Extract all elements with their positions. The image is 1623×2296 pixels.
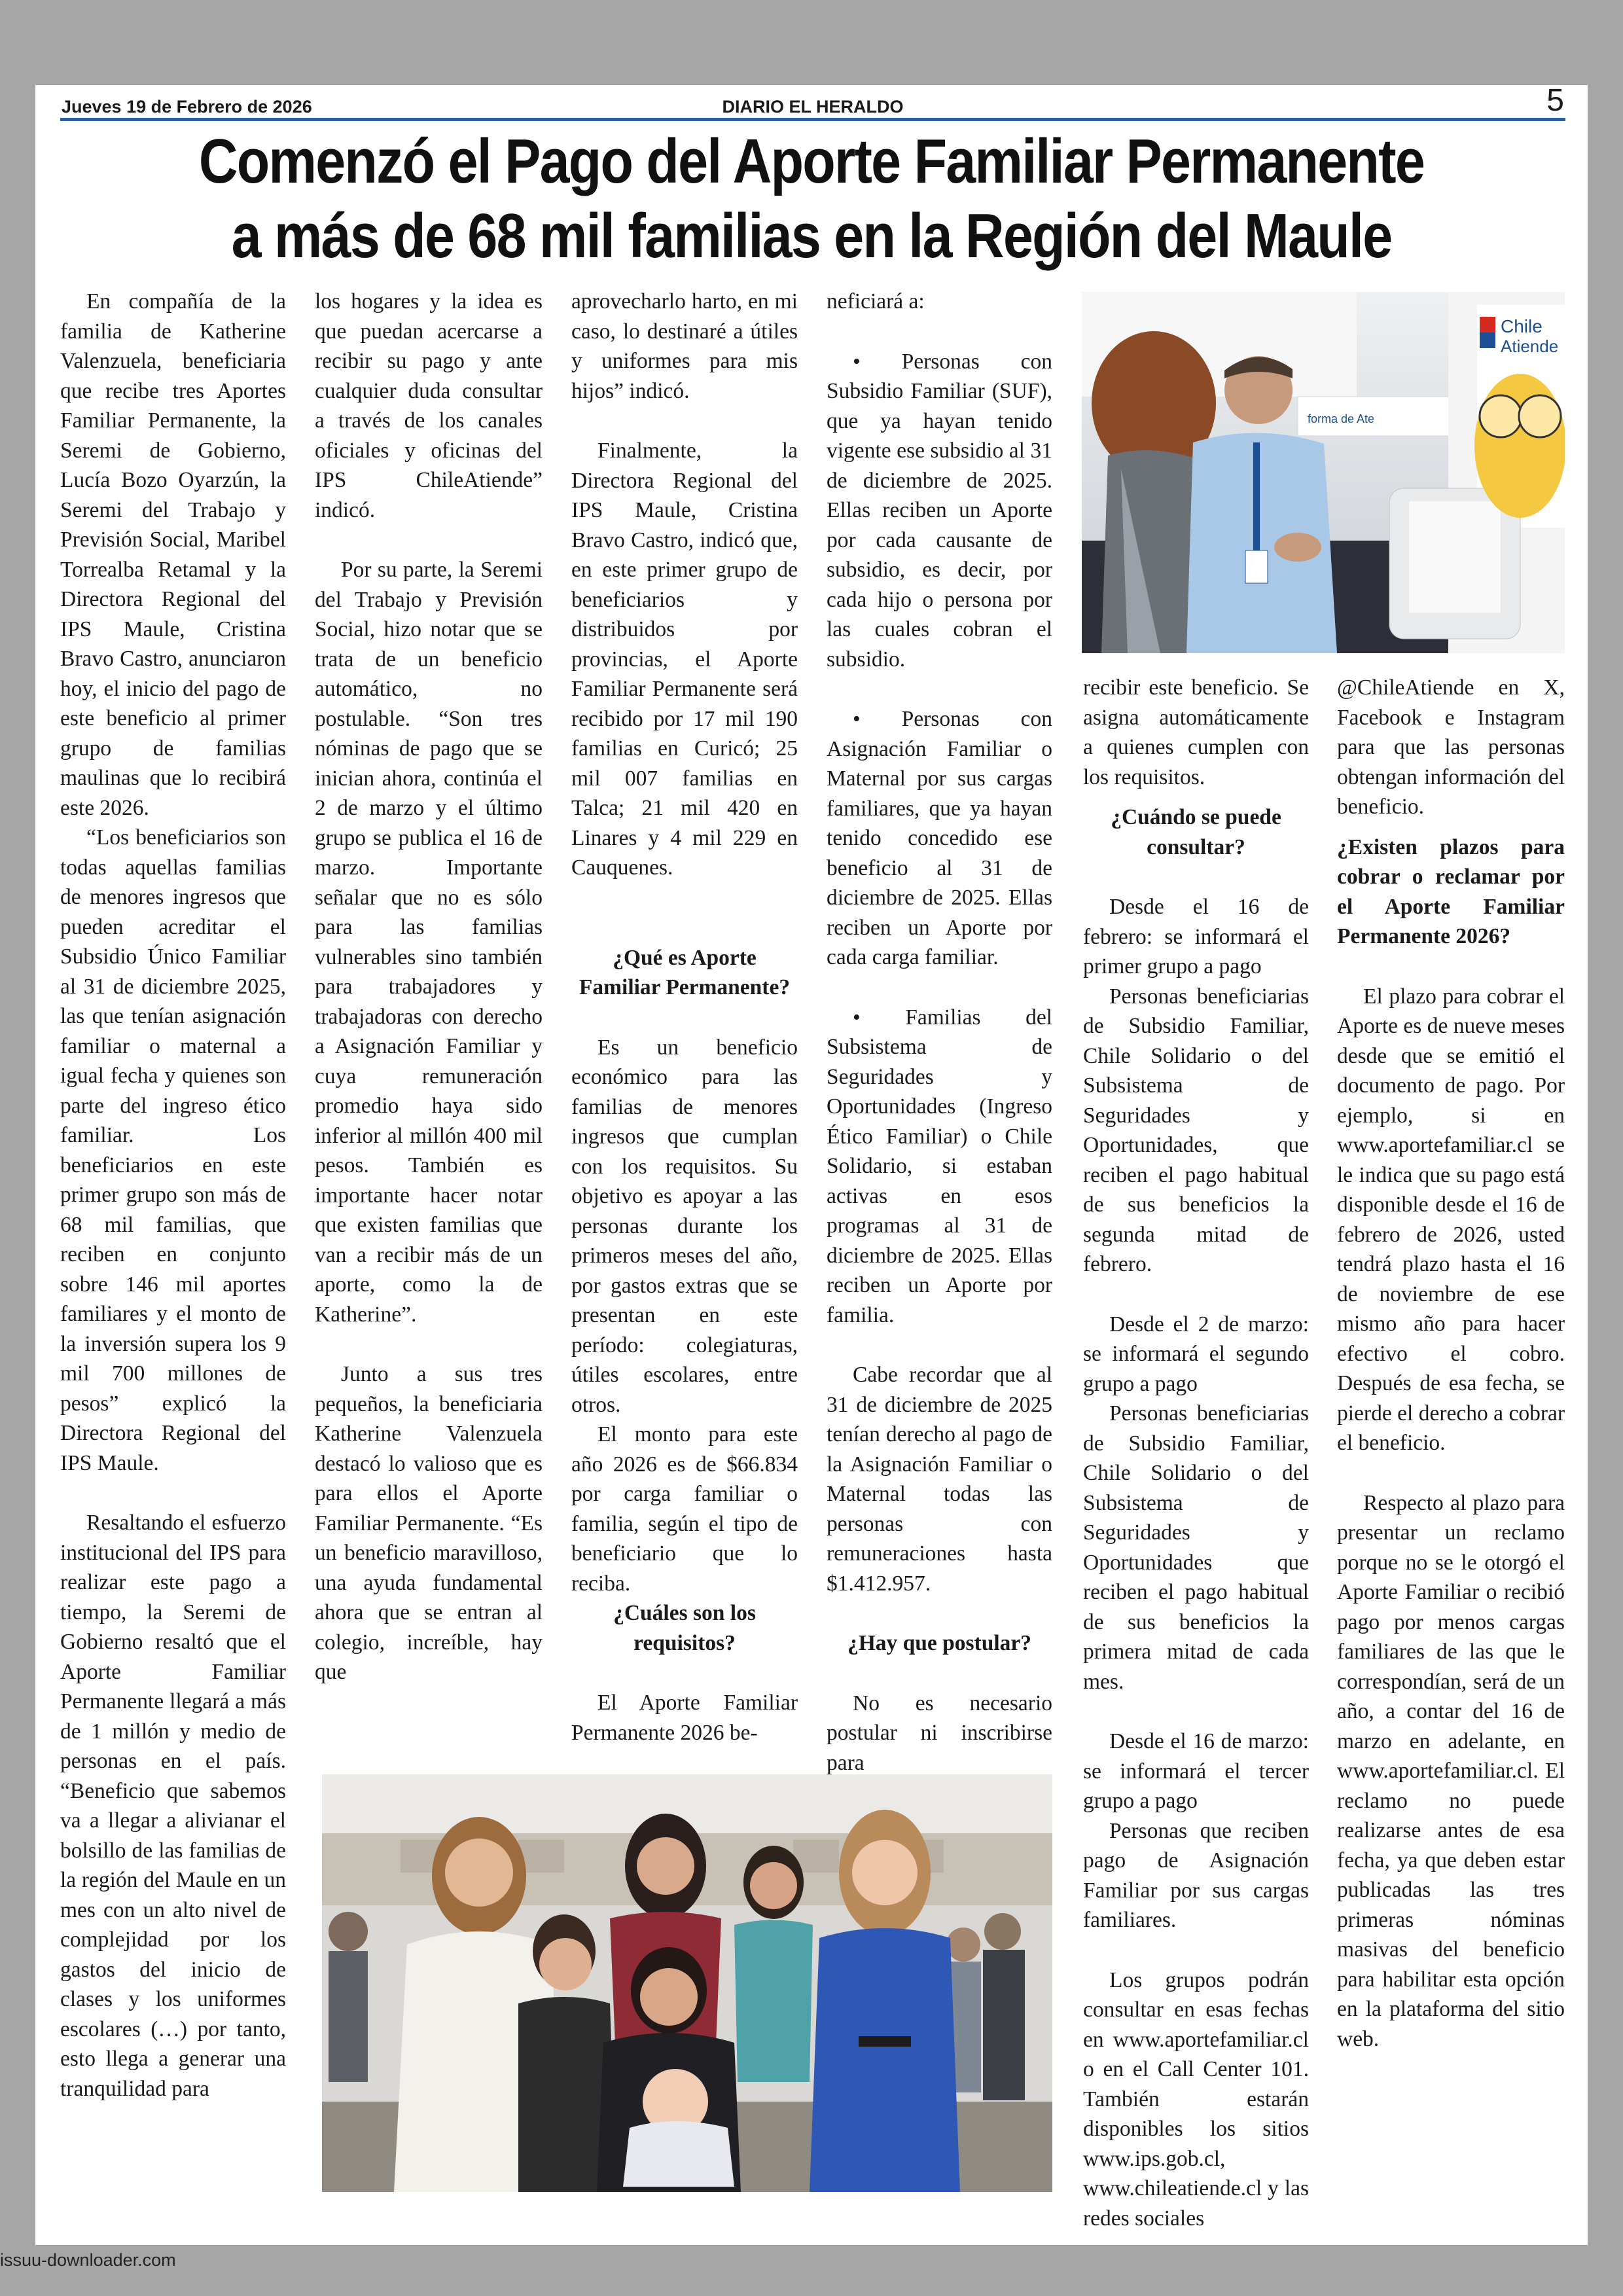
list-item: • Personas con Subsidio Familiar (SUF), que ya hayan tenido vigente ese subsidio al 31 de diciembre de 2025. Ellas reciben un Aporte por cada causante de subsidio, es decir, por cada hijo o persona por las cuales cobran el subsidio. xyxy=(827,349,1052,672)
watermark-text: issuu-downloader.com xyxy=(0,2250,176,2270)
page-header xyxy=(62,83,1564,119)
header-page-number: 5 xyxy=(1546,83,1564,118)
paragraph: Cabe recordar que al 31 de diciembre de 2025 tenían derecho al pago de la Asignación Familiar o Maternal todas las personas con remuneraciones hasta $1.412.957. xyxy=(827,1363,1052,1596)
paragraph: Resaltando el esfuerzo institucional del IPS para realizar este pago a tiempo, la Seremi de Gobierno resaltó que el Aporte Familiar Permanente llegará a más de 1 millón y medio de personas en el país. “Beneficio que sabemos va a llegar a alivianar el bolsillo de las familias de la región del Maule en un mes con un alto nivel de complejidad por los gastos del inicio de clases y los uniformes escolares (…) por tanto, esto llega a generar una tranquilidad para xyxy=(60,1511,286,2101)
paragraph: recibir este beneficio. Se asigna automáticamente a quienes cumplen con los requisitos. xyxy=(1083,675,1309,789)
paragraph: Personas beneficiarias de Subsidio Familiar, Chile Solidario o del Subsistema de Seguridades y Oportunidades, que reciben el pago habitual de sus beneficios la segunda mitad de febrero. xyxy=(1083,984,1309,1276)
paragraph: Es un beneficio económico para las familias de menores ingresos que cumplan con los requisitos. Su objetivo es apoyar a las personas durante los primeros meses del año, por gastos extras que se presentan en este período: colegiaturas, útiles escolares, entre otros. xyxy=(571,1035,798,1417)
paragraph: El monto para este año 2026 es de $66.834 por carga familiar o familia, según el tipo de beneficiario que lo reciba. xyxy=(571,1422,798,1596)
paragraph: @ChileAtiende en X, Facebook e Instagram para que las personas obtengan información del beneficio. xyxy=(1337,675,1565,819)
paragraph: En compañía de la familia de Katherine Valenzuela, beneficiaria que recibe tres Aportes Familiar Permanente, la Seremi de Gobierno, Lucía Bozo Oyarzún, la Seremi del Trabajo y Previsión Social, Maribel Torrealba Retamal y la Directora Regional del IPS Maule, Cristina Bravo Castro, anunciaron hoy, el inicio del pago de este beneficio al primer grupo de familias maulinas que lo recibirá este 2026. xyxy=(60,289,286,820)
article-column-2 xyxy=(315,287,543,1687)
banner-text: forma de Ate xyxy=(1308,412,1375,425)
photo-chileatiende-office xyxy=(1082,292,1565,653)
article-column-4 xyxy=(827,287,1052,1778)
paragraph: neficiará a: xyxy=(827,289,925,314)
headline xyxy=(181,124,1442,274)
list-item: • Familias del Subsistema de Seguridades y Oportunidades (Ingreso Ético Familiar) o Chile Solidario, si estaban activas en esos programas al 31 de diciembre de 2025. Ellas reciben un Aporte por familia. xyxy=(827,1005,1052,1327)
paragraph: Junto a sus tres pequeños, la beneficiaria Katherine Valenzuela destacó lo valioso que es para ellos el Aporte Familiar Permanente. “Es un beneficio maravilloso, una ayuda fundamental ahora que se entran al colegio, increíble, hay que xyxy=(315,1362,543,1684)
article-column-1 xyxy=(60,287,286,2104)
paragraph: “Los beneficiarios son todas aquellas familias de menores ingresos que pueden acreditar el Subsidio Único Familiar al 31 de diciembre 2025, las que tenían asignación familiar o maternal a igual fecha y quienes son parte del ingreso ético familiar. Los beneficiarios en este primer grupo son más de 68 mil familias, que reciben en conjunto sobre 146 mil aportes familiares y el monto de la inversión supera los 9 mil 700 millones de pesos” explicó la Directora Regional del IPS Maule. xyxy=(60,825,286,1475)
paragraph: Personas beneficiarias de Subsidio Familiar, Chile Solidario o del Subsistema de Seguridades y Oportunidades que reciben el pago habitual de sus beneficios la primera mitad de cada mes. xyxy=(1083,1401,1309,1694)
paragraph: El plazo para cobrar el Aporte es de nueve meses desde que se emitió el documento de pago. Por ejemplo, si en www.aportefamiliar.cl se le indica que su pago está disponible desde el 16 de febrero de 2026, usted tendrá plazo hasta el 16 de noviembre de ese mismo año para hacer efectivo el cobro. Después de esa fecha, se pierde el derecho a cobrar el beneficio. xyxy=(1337,984,1565,1455)
list-item: • Personas con Asignación Familiar o Maternal por sus cargas familiares, que ya hayan tenido concedido ese beneficio al 31 de diciembre de 2025. Ellas reciben un Aporte por cada carga familiar. xyxy=(827,707,1052,969)
subheading: ¿Cuándo se puede consultar? xyxy=(1111,805,1281,859)
paragraph: Respecto al plazo para presentar un reclamo porque no se le otorgó el Aporte Familiar o recibió pago por menos cargas familiares de las que le correspondían, será de un año, a contar del 16 de marzo en adelante, en www.aportefamiliar.cl. El reclamo no puede realizarse antes de esa fecha, ya que deben estar publicadas las tres primeras nóminas masivas del beneficio para habilitar esta opción en la plataforma del sitio web. xyxy=(1337,1490,1565,2051)
paragraph: El Aporte Familiar Permanente 2026 be- xyxy=(571,1691,798,1745)
paragraph: aprovecharlo harto, en mi caso, lo destinaré a útiles y uniformes para mis hijos” indicó. xyxy=(571,289,798,403)
subheading: ¿Hay que postular? xyxy=(847,1631,1032,1655)
headline-line-2: a más de 68 mil familias en la Región del Maule xyxy=(231,201,1392,271)
subheading: ¿Existen plazos para cobrar o reclamar por el Aporte Familiar Permanente 2026? xyxy=(1337,834,1565,948)
paragraph: Los grupos podrán consultar en esas fechas en www.aportefamiliar.cl o en el Call Center 101. También estarán disponibles los sitios www.ips.gob.cl, www.chileatiende.cl y las redes sociales xyxy=(1083,1967,1309,2231)
header-date: Jueves 19 de Febrero de 2026 xyxy=(62,97,312,117)
article-column-5 xyxy=(1083,673,1309,2233)
paragraph: los hogares y la idea es que puedan acercarse a recibir su pago y ante cualquier duda consultar a través de los canales oficiales y oficinas del IPS ChileAtiende” indicó. xyxy=(315,289,543,522)
paragraph: Personas que reciben pago de Asignación Familiar por sus cargas familiares. xyxy=(1083,1818,1309,1932)
paragraph: Por su parte, la Seremi del Trabajo y Previsión Social, hizo notar que se trata de un beneficio automático, no postulable. “Son tres nóminas de pago que se inician ahora, continúa el 2 de marzo y el último grupo se publica el 16 de marzo. Importante señalar que no es sólo para las familias vulnerables sino también para trabajadores y trabajadoras con derecho a Asignación Familiar y cuya remuneración promedio haya sido inferior al millón 400 mil pesos. También es importante hacer notar que existen familias que van a recibir más de un aporte, como la de Katherine”. xyxy=(315,558,543,1327)
photo-family-group xyxy=(322,1774,1052,2192)
paragraph: Finalmente, la Directora Regional del IPS Maule, Cristina Bravo Castro, indicó que, en este primer grupo de beneficiarios y distribuidos por provincias, el Aporte Familiar Permanente será recibido por 17 mil 190 familias en Curicó; 25 mil 007 familias en Talca; 21 mil 420 en Linares y 4 mil 229 en Cauquenes. xyxy=(571,439,798,880)
paragraph: Desde el 16 de marzo: se informará el tercer grupo a pago xyxy=(1083,1729,1309,1813)
article-column-6 xyxy=(1337,673,1565,2054)
subheading: ¿Cuáles son los requisitos? xyxy=(613,1601,756,1655)
sign-brand-text: Chile xyxy=(1501,316,1543,336)
paragraph: No es necesario postular ni inscribirse para xyxy=(827,1691,1052,1775)
subheading: ¿Qué es Aporte Familiar Permanente? xyxy=(579,945,791,999)
paragraph: Desde el 2 de marzo: se informará el segundo grupo a pago xyxy=(1083,1312,1309,1396)
header-newspaper-name: DIARIO EL HERALDO xyxy=(722,97,904,117)
article-column-3 xyxy=(571,287,798,1748)
paragraph: Desde el 16 de febrero: se informará el primer grupo a pago xyxy=(1083,895,1309,978)
headline-line-1: Comenzó el Pago del Aporte Familiar Permanente xyxy=(198,126,1425,196)
sign-sub-text: Atiende xyxy=(1501,336,1559,356)
header-rule xyxy=(60,118,1565,121)
